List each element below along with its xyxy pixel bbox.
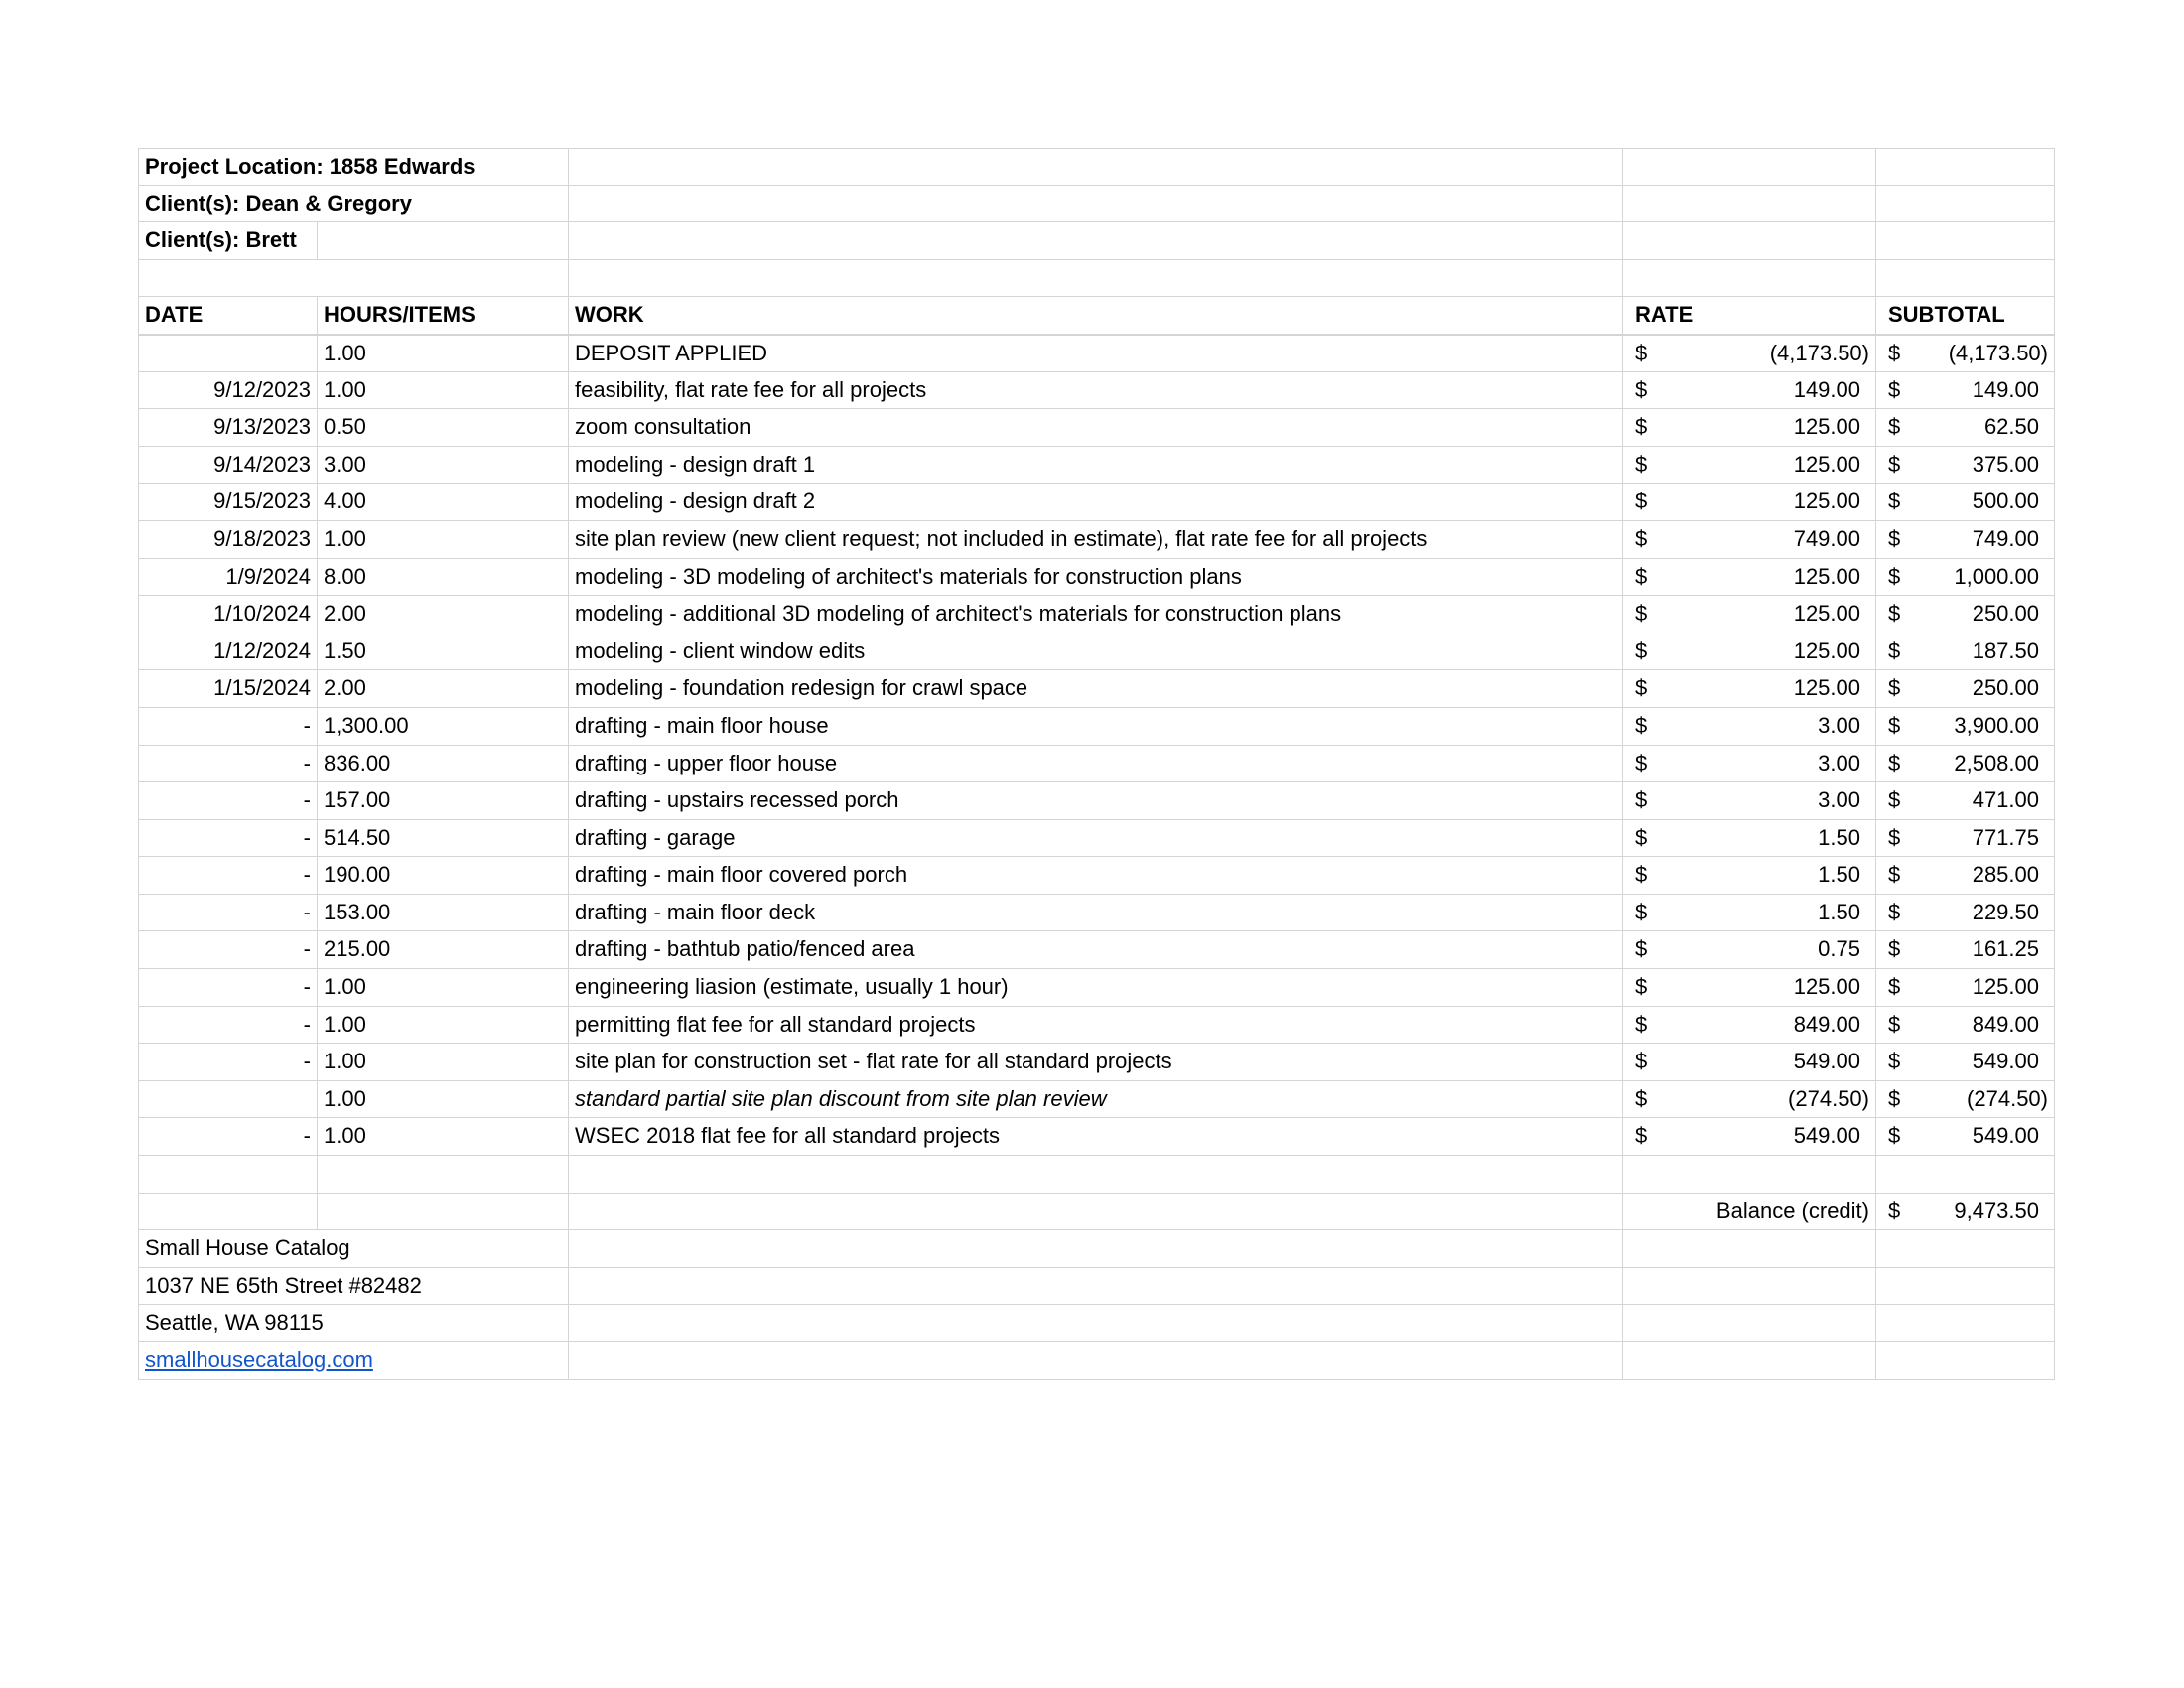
item-rate: 749.00: [1793, 525, 1860, 551]
footer-row-address2: [138, 1305, 2055, 1342]
item-date: -: [138, 782, 318, 820]
item-rate-cell: [1623, 484, 1876, 521]
spacer-row: [138, 260, 2055, 298]
item-subtotal-cell: [1876, 820, 2055, 858]
item-rate-cell: [1623, 409, 1876, 447]
item-date: 1/12/2024: [138, 633, 318, 671]
rate-currency: $: [1635, 563, 1648, 589]
subtotal-currency: $: [1888, 712, 1901, 738]
item-subtotal-cell: [1876, 1118, 2055, 1156]
table-row: [138, 596, 2055, 633]
item-work: DEPOSIT APPLIED: [569, 335, 1623, 372]
item-work: modeling - design draft 2: [569, 484, 1623, 521]
rate-currency: $: [1635, 1123, 1648, 1149]
item-date: 1/9/2024: [138, 559, 318, 597]
item-subtotal-cell: [1876, 708, 2055, 746]
rate-currency: $: [1635, 974, 1648, 1000]
table-row: [138, 559, 2055, 597]
item-rate-cell: [1623, 1007, 1876, 1045]
item-rate-cell: [1623, 931, 1876, 969]
item-subtotal-cell: [1876, 335, 2055, 372]
item-work: standard partial site plan discount from site plan review: [569, 1081, 1623, 1119]
item-date: -: [138, 1007, 318, 1045]
table-row: [138, 708, 2055, 746]
item-work: modeling - foundation redesign for crawl space: [569, 670, 1623, 708]
clients-primary: Client(s): Dean & Gregory: [138, 186, 569, 223]
table-row: [138, 335, 2055, 372]
footer-row-company: [138, 1230, 2055, 1268]
item-rate: 125.00: [1793, 675, 1860, 701]
subtotal-currency: $: [1888, 1049, 1901, 1074]
item-date: -: [138, 857, 318, 895]
item-date: 1/15/2024: [138, 670, 318, 708]
balance-amount-cell: [1876, 1194, 2055, 1231]
item-rate: 125.00: [1793, 974, 1860, 1000]
table-row: [138, 1081, 2055, 1119]
rate-currency: $: [1635, 489, 1648, 514]
item-subtotal-cell: [1876, 782, 2055, 820]
item-date: 9/15/2023: [138, 484, 318, 521]
item-qty: 1.00: [318, 521, 569, 559]
item-work: drafting - main floor deck: [569, 895, 1623, 932]
table-row: [138, 521, 2055, 559]
column-header-row: [138, 297, 2055, 335]
item-date: -: [138, 1044, 318, 1081]
balance-amount: 9,473.50: [1954, 1197, 2039, 1223]
item-rate: 125.00: [1793, 563, 1860, 589]
item-rate-cell: [1623, 782, 1876, 820]
item-date: -: [138, 895, 318, 932]
item-subtotal: 149.00: [1972, 376, 2039, 402]
subtotal-currency: $: [1888, 936, 1901, 962]
item-subtotal-cell: [1876, 484, 2055, 521]
item-qty: 1,300.00: [318, 708, 569, 746]
item-subtotal: 229.50: [1972, 899, 2039, 924]
item-rate: 3.00: [1818, 787, 1860, 813]
item-qty: 1.00: [318, 335, 569, 372]
item-work: drafting - upper floor house: [569, 746, 1623, 783]
col-header-subtotal: SUBTOTAL: [1876, 297, 2055, 335]
table-row: [138, 820, 2055, 858]
item-qty: 157.00: [318, 782, 569, 820]
item-date: -: [138, 746, 318, 783]
item-date: 1/10/2024: [138, 596, 318, 633]
table-row: [138, 931, 2055, 969]
subtotal-currency: $: [1888, 414, 1901, 440]
item-date: -: [138, 820, 318, 858]
item-qty: 190.00: [318, 857, 569, 895]
item-subtotal: 375.00: [1972, 451, 2039, 477]
table-row: [138, 409, 2055, 447]
item-subtotal: 250.00: [1972, 601, 2039, 627]
subtotal-currency: $: [1888, 787, 1901, 813]
subtotal-currency: $: [1888, 525, 1901, 551]
rate-currency: $: [1635, 712, 1648, 738]
rate-currency: $: [1635, 1085, 1648, 1111]
item-rate: 0.75: [1818, 936, 1860, 962]
item-subtotal: 771.75: [1972, 824, 2039, 850]
item-qty: 2.00: [318, 670, 569, 708]
item-subtotal: 500.00: [1972, 489, 2039, 514]
item-date: 9/18/2023: [138, 521, 318, 559]
item-subtotal-cell: [1876, 895, 2055, 932]
item-date: 9/14/2023: [138, 447, 318, 485]
item-rate: (274.50): [1788, 1085, 1869, 1111]
col-header-rate: RATE: [1623, 297, 1876, 335]
footer-address-line2: Seattle, WA 98115: [138, 1305, 569, 1342]
item-rate: 849.00: [1793, 1011, 1860, 1037]
subtotal-currency: $: [1888, 1085, 1901, 1111]
item-rate-cell: [1623, 746, 1876, 783]
item-subtotal: 62.50: [1983, 414, 2039, 440]
item-date: 9/12/2023: [138, 372, 318, 410]
item-rate-cell: [1623, 447, 1876, 485]
item-qty: 1.00: [318, 1007, 569, 1045]
item-work: drafting - upstairs recessed porch: [569, 782, 1623, 820]
item-work: feasibility, flat rate fee for all projects: [569, 372, 1623, 410]
item-qty: 514.50: [318, 820, 569, 858]
subtotal-currency: $: [1888, 637, 1901, 663]
rate-currency: $: [1635, 637, 1648, 663]
item-subtotal: (274.50): [1967, 1085, 2048, 1111]
table-row: [138, 1044, 2055, 1081]
table-row: [138, 746, 2055, 783]
header-row-clients: [138, 186, 2055, 223]
subtotal-currency: $: [1888, 862, 1901, 888]
item-date: -: [138, 931, 318, 969]
table-row: [138, 447, 2055, 485]
item-subtotal: 2,508.00: [1954, 750, 2039, 775]
item-subtotal-cell: [1876, 559, 2055, 597]
project-location: Project Location: 1858 Edwards: [138, 148, 569, 186]
item-rate: 1.50: [1818, 862, 1860, 888]
item-rate: 125.00: [1793, 601, 1860, 627]
subtotal-currency: $: [1888, 750, 1901, 775]
item-qty: 153.00: [318, 895, 569, 932]
item-work: drafting - main floor house: [569, 708, 1623, 746]
rate-currency: $: [1635, 340, 1648, 365]
subtotal-currency: $: [1888, 563, 1901, 589]
col-header-date: DATE: [138, 297, 318, 335]
item-work: zoom consultation: [569, 409, 1623, 447]
item-work: modeling - 3D modeling of architect's materials for construction plans: [569, 559, 1623, 597]
rate-currency: $: [1635, 862, 1648, 888]
item-rate-cell: [1623, 969, 1876, 1007]
item-rate-cell: [1623, 670, 1876, 708]
item-qty: 2.00: [318, 596, 569, 633]
footer-row-address1: [138, 1268, 2055, 1306]
table-row: [138, 633, 2055, 671]
item-rate-cell: [1623, 895, 1876, 932]
subtotal-currency: $: [1888, 974, 1901, 1000]
rate-currency: $: [1635, 414, 1648, 440]
item-work: drafting - main floor covered porch: [569, 857, 1623, 895]
item-rate-cell: [1623, 857, 1876, 895]
item-qty: 0.50: [318, 409, 569, 447]
item-work: drafting - garage: [569, 820, 1623, 858]
item-qty: 215.00: [318, 931, 569, 969]
item-work: modeling - design draft 1: [569, 447, 1623, 485]
item-qty: 1.00: [318, 969, 569, 1007]
item-subtotal: 3,900.00: [1954, 712, 2039, 738]
invoice-sheet: [138, 148, 2055, 1380]
item-rate-cell: [1623, 1081, 1876, 1119]
table-row: [138, 1118, 2055, 1156]
subtotal-currency: $: [1888, 899, 1901, 924]
item-qty: 4.00: [318, 484, 569, 521]
table-row: [138, 372, 2055, 410]
item-work: WSEC 2018 flat fee for all standard projects: [569, 1118, 1623, 1156]
header-row-project: [138, 148, 2055, 186]
item-work: permitting flat fee for all standard projects: [569, 1007, 1623, 1045]
item-work: site plan review (new client request; not included in estimate), flat rate fee for all projects: [569, 521, 1623, 559]
footer-company: Small House Catalog: [138, 1230, 569, 1268]
item-rate-cell: [1623, 633, 1876, 671]
item-date: -: [138, 1118, 318, 1156]
item-subtotal: 125.00: [1972, 974, 2039, 1000]
item-rate: 125.00: [1793, 489, 1860, 514]
table-row: [138, 969, 2055, 1007]
website-link[interactable]: smallhousecatalog.com: [145, 1347, 373, 1372]
item-subtotal: 549.00: [1972, 1049, 2039, 1074]
item-work: modeling - additional 3D modeling of architect's materials for construction plans: [569, 596, 1623, 633]
item-subtotal: (4,173.50): [1948, 340, 2048, 365]
subtotal-currency: $: [1888, 675, 1901, 701]
item-date: -: [138, 708, 318, 746]
item-rate-cell: [1623, 820, 1876, 858]
item-work: site plan for construction set - flat rate for all standard projects: [569, 1044, 1623, 1081]
table-row: [138, 1007, 2055, 1045]
item-qty: 1.00: [318, 1118, 569, 1156]
item-rate-cell: [1623, 372, 1876, 410]
item-qty: 8.00: [318, 559, 569, 597]
item-subtotal: 471.00: [1972, 787, 2039, 813]
item-rate-cell: [1623, 521, 1876, 559]
subtotal-currency: $: [1888, 1123, 1901, 1149]
table-row: [138, 484, 2055, 521]
item-date: [138, 335, 318, 372]
item-rate: 549.00: [1793, 1049, 1860, 1074]
item-rate: 1.50: [1818, 899, 1860, 924]
item-subtotal: 285.00: [1972, 862, 2039, 888]
item-rate: 125.00: [1793, 414, 1860, 440]
table-row: [138, 895, 2055, 932]
item-date: -: [138, 969, 318, 1007]
item-subtotal-cell: [1876, 969, 2055, 1007]
col-header-hours: HOURS/ITEMS: [318, 297, 569, 335]
item-rate-cell: [1623, 1118, 1876, 1156]
item-date: 9/13/2023: [138, 409, 318, 447]
item-qty: 1.00: [318, 1081, 569, 1119]
item-subtotal: 849.00: [1972, 1011, 2039, 1037]
item-subtotal-cell: [1876, 521, 2055, 559]
item-subtotal-cell: [1876, 931, 2055, 969]
footer-row-website: [138, 1342, 2055, 1380]
balance-currency: $: [1888, 1197, 1901, 1223]
item-rate-cell: [1623, 596, 1876, 633]
item-qty: 1.00: [318, 372, 569, 410]
item-work: engineering liasion (estimate, usually 1 hour): [569, 969, 1623, 1007]
rate-currency: $: [1635, 787, 1648, 813]
item-work: drafting - bathtub patio/fenced area: [569, 931, 1623, 969]
item-rate-cell: [1623, 335, 1876, 372]
rate-currency: $: [1635, 451, 1648, 477]
rate-currency: $: [1635, 936, 1648, 962]
item-qty: 3.00: [318, 447, 569, 485]
item-rate-cell: [1623, 708, 1876, 746]
item-subtotal-cell: [1876, 596, 2055, 633]
item-subtotal: 250.00: [1972, 675, 2039, 701]
rate-currency: $: [1635, 675, 1648, 701]
rate-currency: $: [1635, 601, 1648, 627]
item-rate-cell: [1623, 559, 1876, 597]
item-subtotal: 749.00: [1972, 525, 2039, 551]
item-qty: 1.00: [318, 1044, 569, 1081]
item-subtotal: 187.50: [1972, 637, 2039, 663]
rate-currency: $: [1635, 899, 1648, 924]
item-rate: 149.00: [1793, 376, 1860, 402]
item-rate: 3.00: [1818, 750, 1860, 775]
item-subtotal: 549.00: [1972, 1123, 2039, 1149]
item-rate: 125.00: [1793, 637, 1860, 663]
col-header-work: WORK: [569, 297, 1623, 335]
table-row: [138, 782, 2055, 820]
clients-secondary: Client(s): Brett: [138, 222, 318, 260]
subtotal-currency: $: [1888, 489, 1901, 514]
subtotal-currency: $: [1888, 451, 1901, 477]
subtotal-currency: $: [1888, 1011, 1901, 1037]
subtotal-currency: $: [1888, 601, 1901, 627]
table-row: [138, 857, 2055, 895]
line-items: [138, 335, 2055, 1156]
item-subtotal-cell: [1876, 670, 2055, 708]
item-rate: 125.00: [1793, 451, 1860, 477]
item-subtotal-cell: [1876, 447, 2055, 485]
item-subtotal-cell: [1876, 372, 2055, 410]
rate-currency: $: [1635, 1049, 1648, 1074]
rate-currency: $: [1635, 824, 1648, 850]
table-row: [138, 670, 2055, 708]
item-rate: (4,173.50): [1769, 340, 1869, 365]
footer-address-line1: 1037 NE 65th Street #82482: [138, 1268, 569, 1306]
item-date: [138, 1081, 318, 1119]
item-rate: 549.00: [1793, 1123, 1860, 1149]
balance-row: [138, 1194, 2055, 1231]
item-qty: 836.00: [318, 746, 569, 783]
subtotal-currency: $: [1888, 376, 1901, 402]
item-subtotal-cell: [1876, 746, 2055, 783]
item-rate: 1.50: [1818, 824, 1860, 850]
blank-row: [138, 1156, 2055, 1194]
item-subtotal-cell: [1876, 1044, 2055, 1081]
rate-currency: $: [1635, 750, 1648, 775]
subtotal-currency: $: [1888, 824, 1901, 850]
item-subtotal-cell: [1876, 1081, 2055, 1119]
header-row-clients-2: [138, 222, 2055, 260]
item-work: modeling - client window edits: [569, 633, 1623, 671]
item-subtotal-cell: [1876, 857, 2055, 895]
item-subtotal: 161.25: [1972, 936, 2039, 962]
rate-currency: $: [1635, 1011, 1648, 1037]
item-rate: 3.00: [1818, 712, 1860, 738]
item-rate-cell: [1623, 1044, 1876, 1081]
item-subtotal-cell: [1876, 1007, 2055, 1045]
item-subtotal-cell: [1876, 633, 2055, 671]
item-subtotal-cell: [1876, 409, 2055, 447]
item-qty: 1.50: [318, 633, 569, 671]
rate-currency: $: [1635, 525, 1648, 551]
rate-currency: $: [1635, 376, 1648, 402]
balance-label: Balance (credit): [1623, 1194, 1876, 1231]
subtotal-currency: $: [1888, 340, 1901, 365]
item-subtotal: 1,000.00: [1954, 563, 2039, 589]
